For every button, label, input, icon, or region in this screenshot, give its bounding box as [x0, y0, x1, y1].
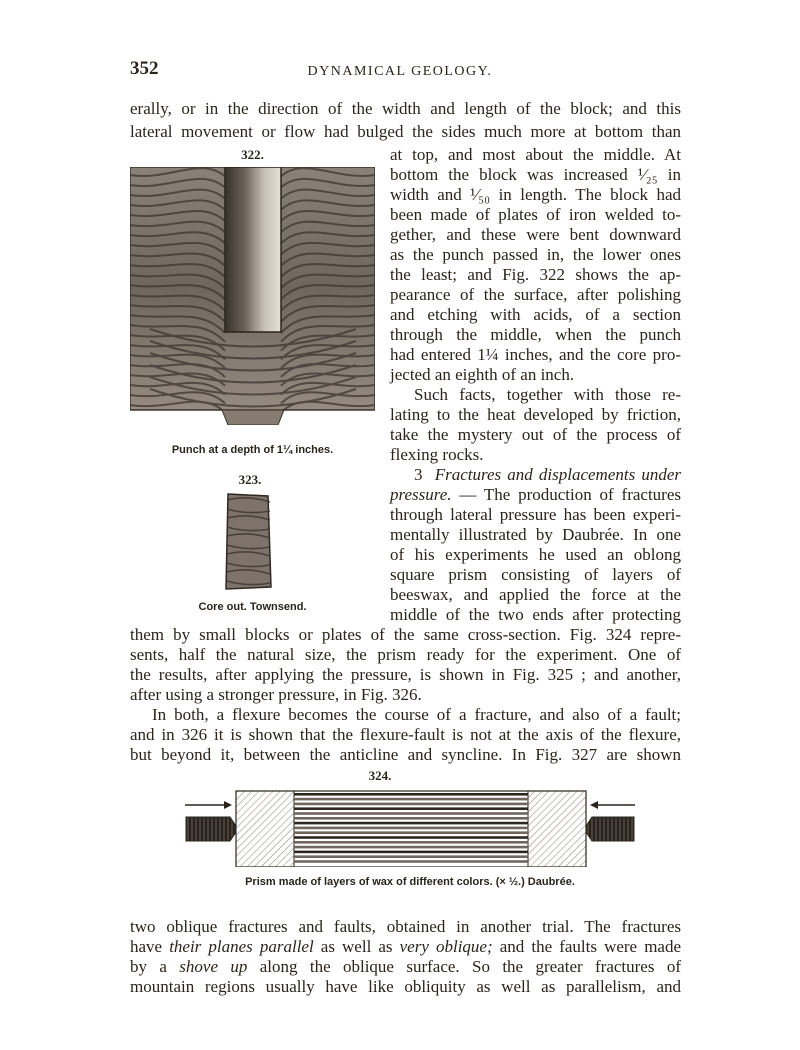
text-line: Such facts, together with those re-: [414, 385, 681, 404]
text-line: middle of the two ends after protecting: [390, 605, 681, 624]
text-line: but beyond it, between the anticline and syncline. In Fig. 327 are shown: [130, 745, 681, 764]
figure-324-number: 324.: [368, 768, 392, 783]
figure-322-caption: Punch at a depth of 1¼ inches.: [171, 444, 334, 456]
wax-layer: [294, 798, 528, 801]
text-line: two oblique fractures and faults, obtained in another trial. The fractures: [130, 917, 681, 936]
text-line: flexing rocks.: [390, 445, 484, 464]
text-line: after using a stronger pressure, in Fig. 326.: [130, 685, 422, 704]
text-line: been made of plates of iron welded to-: [390, 205, 681, 224]
page-number: 352: [130, 58, 159, 79]
text-line: mountain regions usually have like obliquity as well as parallelism, and: [130, 977, 681, 996]
text-line: lateral movement or flow had bulged the sides much more at bottom than: [130, 122, 681, 141]
text-line: sents, half the natural size, the prism ready for the experiment. One of: [130, 645, 681, 664]
text-line: of his experiments he used an oblong: [390, 545, 681, 564]
figure-322-image: [130, 167, 375, 425]
text-line: lating to the heat developed by friction,: [390, 405, 681, 424]
text-line: bottom the block was increased ¹⁄₂₅ in: [390, 165, 681, 184]
text-line: jected an eighth of an inch.: [390, 365, 575, 384]
text-line: and in 326 it is shown that the flexure-fault is not at the axis of the flexure,: [130, 725, 681, 744]
text-line: take the mystery out of the process of: [390, 425, 681, 444]
text-line: as the punch passed in, the lower ones: [390, 245, 681, 264]
figure-322-number: 322.: [241, 147, 264, 162]
text-line: erally, or in the direction of the width and length of the block; and this: [130, 99, 681, 118]
section-heading-italic: Fractures and displacements under: [434, 465, 682, 484]
wax-layer: [294, 803, 528, 806]
figure-324-caption: Prism made of layers of wax of different colors. (× ½.) Daubrée.: [245, 876, 575, 888]
running-title: DYNAMICAL GEOLOGY.: [307, 64, 493, 79]
wax-layer: [294, 841, 528, 844]
text-line: pearance of the surface, after polishing: [390, 285, 681, 304]
wax-layer: [294, 860, 528, 863]
wax-layer: [294, 851, 528, 854]
wax-layer: [294, 822, 528, 825]
text-line: gether, and these were bent downward: [390, 225, 681, 244]
section-heading-italic: pressure.: [390, 485, 452, 504]
wax-layer: [294, 817, 528, 820]
text-line: In both, a flexure becomes the course of a fracture, and also of a fault;: [152, 705, 681, 724]
figure-323-number: 323.: [238, 472, 262, 487]
figure-323-image: [222, 492, 274, 592]
wax-layer: [294, 846, 528, 849]
figure-323-caption: Core out. Townsend.: [198, 601, 307, 613]
text-line: square prism consisting of layers of: [390, 565, 681, 584]
text-line: had entered 1¼ inches, and the core pro-: [390, 345, 681, 364]
text-line: the results, after applying the pressure, is shown in Fig. 325 ; and another,: [130, 665, 681, 684]
text-line: by a shove up along the oblique surface. So the greater fractures of: [130, 957, 681, 976]
text-line: them by small blocks or plates of the same cross-section. Fig. 324 repre-: [130, 625, 681, 644]
wax-layer: [294, 836, 528, 839]
text-line: and etching with acids, of a section: [390, 305, 681, 324]
text-line: have their planes parallel as well as very oblique; and the faults were made: [130, 937, 682, 956]
section-heading-line: 3 Fractures and displacements under: [414, 465, 682, 484]
text-line: through lateral pressure has been experi-: [390, 505, 681, 524]
text-line: width and ¹⁄₅₀ in length. The block had: [390, 185, 681, 204]
text-line: the least; and Fig. 322 shows the ap-: [390, 265, 681, 284]
wax-layer: [294, 831, 528, 834]
wax-layer: [294, 812, 528, 815]
text-line: pressure. — The production of fractures: [390, 485, 681, 504]
wax-layer: [294, 855, 528, 858]
wax-layer: [294, 827, 528, 830]
text-line: at top, and most about the middle. At: [390, 145, 681, 164]
wax-layer: [294, 807, 528, 810]
text-line: beeswax, and applied the force at the: [390, 585, 681, 604]
figure-324-image: [180, 785, 640, 867]
wax-layer: [294, 793, 528, 796]
text-line: mentally illustrated by Daubrée. In one: [390, 525, 681, 544]
text-line: through the middle, when the punch: [390, 325, 681, 344]
